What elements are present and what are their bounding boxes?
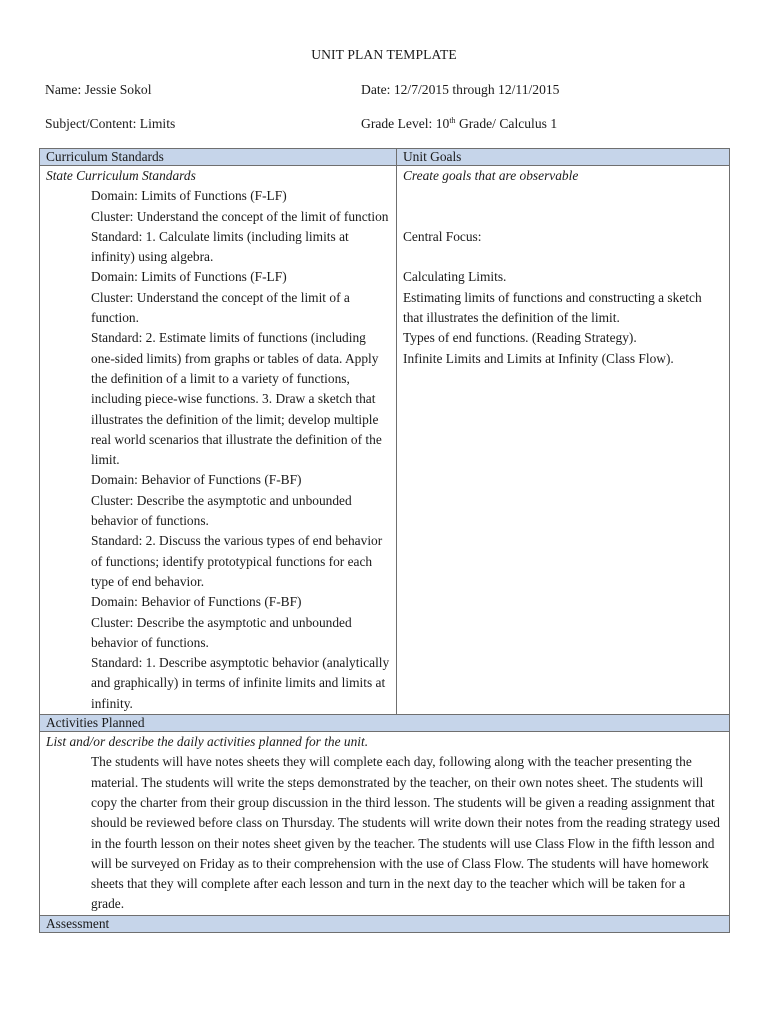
curriculum-standards-cell	[40, 166, 397, 715]
standards-line: Standard: 1. Calculate limits (including limits at infinity) using algebra.	[91, 228, 349, 265]
central-focus-label: Central Focus:	[403, 228, 482, 244]
goals-spacer	[403, 186, 723, 227]
standards-line: Standard: 2. Estimate limits of functions (including one-sided limits) from graphs or tables of data. Apply the definition of a limit to a variety of functions, including piece-wise functions. 3. Draw a sketch that illustrates the definition of the limit; develop multiple real world scenarios that illustrate the definition of the limit.	[91, 330, 382, 468]
standards-goals-header-row	[40, 149, 730, 166]
grade-suffix: Grade/ Calculus 1	[455, 116, 558, 131]
activities-subheader: List and/or describe the daily activities planned for the unit.	[46, 734, 369, 750]
goal-item: Types of end functions. (Reading Strategy).	[403, 330, 637, 346]
grade-level-field	[361, 116, 557, 132]
standards-goals-body-row	[40, 166, 730, 715]
standards-line: Domain: Limits of Functions (F-LF)	[91, 269, 287, 285]
standards-line: Cluster: Describe the asymptotic and unbounded behavior of functions.	[91, 614, 352, 650]
grade-superscript: th	[449, 116, 456, 125]
state-standards-subheader: State Curriculum Standards	[46, 168, 196, 183]
standards-line: Cluster: Understand the concept of the limit of a function.	[91, 289, 350, 326]
grade-prefix: Grade Level: 10	[361, 116, 450, 131]
unit-goals-cell	[397, 166, 730, 715]
goal-item: Calculating Limits.	[403, 269, 507, 285]
standards-line: Cluster: Describe the asymptotic and unbounded behavior of functions.	[91, 492, 352, 529]
goals-spacer	[403, 247, 723, 267]
standards-line: Domain: Behavior of Functions (F-BF)	[91, 594, 302, 610]
unit-plan-table	[39, 148, 730, 933]
assessment-header: Assessment	[40, 915, 730, 932]
activities-paragraph: The students will have notes sheets they will complete each day, following along with the teacher presenting the material. The students will write the steps demonstrated by the teacher, on their own notes sheet. The students will copy the charter from their group discussion in the third lesson. The students will be given a reading assignment that should be reviewed before class on Thursday. The students will write down their notes from the reading strategy used in the fourth lesson on their notes sheet given by the teacher. The students will use Class Flow in the fifth lesson and will be surveyed on Friday as to their comprehension with the use of Class Flow. The students will have homework sheets that they will complete after each lesson and turn in the next day to the teacher which will be taken for a grade.	[91, 754, 720, 912]
goal-item: Estimating limits of functions and constructing a sketch that illustrates the definition of the limit.	[403, 289, 702, 326]
goals-subheader: Create goals that are observable	[403, 168, 579, 183]
unit-goals-header: Unit Goals	[397, 149, 730, 166]
date-field: Date: 12/7/2015 through 12/11/2015	[361, 82, 560, 97]
standards-line: Cluster: Understand the concept of the limit of function	[91, 208, 389, 224]
activities-planned-header: Activities Planned	[40, 715, 730, 732]
assessment-header-row	[40, 915, 730, 932]
goal-item: Infinite Limits and Limits at Infinity (Class Flow).	[403, 350, 674, 366]
activities-body-row	[40, 732, 730, 916]
curriculum-standards-header: Curriculum Standards	[40, 149, 397, 166]
standards-line: Standard: 2. Discuss the various types of end behavior of functions; identify prototypical functions for each type of end behavior.	[91, 533, 383, 589]
document-title: UNIT PLAN TEMPLATE	[311, 47, 457, 62]
standards-line: Domain: Limits of Functions (F-LF)	[91, 188, 287, 204]
name-field: Name: Jessie Sokol	[45, 82, 152, 97]
standards-line: Domain: Behavior of Functions (F-BF)	[91, 472, 302, 488]
subject-field: Subject/Content: Limits	[45, 116, 176, 131]
activities-header-row	[40, 715, 730, 732]
activities-cell	[40, 732, 730, 916]
standards-line: Standard: 1. Describe asymptotic behavior (analytically and graphically) in terms of infinite limits and limits at infinity.	[91, 655, 390, 711]
